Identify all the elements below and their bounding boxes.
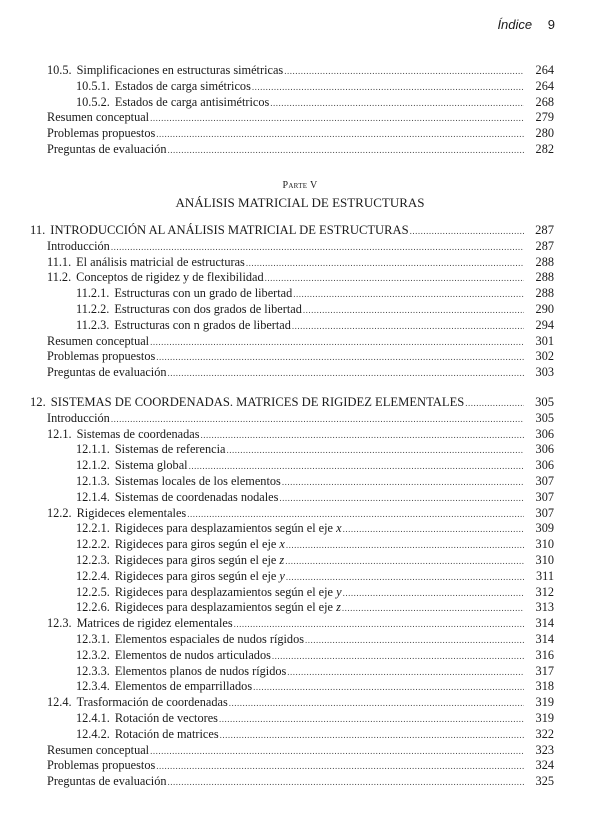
toc-entry	[30, 679, 554, 695]
entry-number: 11.2.3.	[76, 317, 110, 332]
leader-dots	[292, 319, 524, 335]
entry-number: 12.3.3.	[76, 663, 110, 678]
entry-title: Rotación de matrices	[114, 726, 219, 741]
toc-entry	[30, 63, 554, 79]
entry-number: 12.3.4.	[76, 679, 110, 694]
toc-entry	[30, 95, 554, 111]
entry-title: El análisis matricial de estructuras	[76, 254, 245, 269]
entry-axis: y	[279, 568, 285, 583]
entry-title: Sistemas de referencia	[114, 442, 226, 457]
leader-dots	[246, 256, 524, 272]
entry-number: 11.	[30, 223, 46, 237]
entry-title: Problemas propuestos	[47, 349, 156, 364]
entry-number: 10.5.2.	[76, 94, 110, 109]
toc-entry	[30, 302, 554, 318]
entry-page: 306	[535, 442, 554, 457]
toc-entry	[30, 411, 554, 427]
leader-dots	[265, 271, 524, 287]
entry-number: 12.	[30, 395, 46, 409]
entry-number: 12.1.4.	[76, 489, 110, 504]
toc-entry	[30, 553, 554, 569]
entry-title: Resumen conceptual	[47, 333, 150, 348]
leader-dots	[293, 287, 524, 303]
toc-entry	[30, 743, 554, 759]
leader-dots	[226, 443, 524, 459]
toc-entry	[30, 664, 554, 680]
entry-page: 301	[535, 333, 554, 348]
entry-title: Trasformación de coordenadas	[76, 695, 228, 710]
entry-axis: y	[336, 584, 342, 599]
leader-dots	[189, 459, 524, 475]
leader-dots	[272, 649, 524, 665]
entry-page: 282	[535, 141, 554, 156]
entry-title: Introducción	[47, 410, 110, 425]
toc-chapter-12	[30, 395, 554, 790]
leader-dots	[305, 633, 524, 649]
entry-number: 11.2.2.	[76, 301, 110, 316]
entry-page: 305	[535, 395, 554, 409]
leader-dots	[150, 111, 524, 127]
toc-entry	[30, 600, 554, 616]
leader-dots	[286, 570, 524, 586]
toc-entry	[30, 727, 554, 743]
entry-number: 11.2.1.	[76, 286, 110, 301]
leader-dots	[168, 775, 524, 791]
toc-entry	[30, 349, 554, 365]
entry-title: Estructuras con un grado de libertad	[114, 286, 293, 301]
entry-title: Rigideces para giros según el eje	[114, 552, 277, 567]
leader-dots	[156, 127, 524, 143]
leader-dots	[465, 396, 524, 412]
leader-dots	[111, 412, 524, 428]
leader-dots	[279, 491, 524, 507]
toc-entry	[30, 490, 554, 506]
entry-page: 307	[535, 505, 554, 520]
toc-entry	[30, 758, 554, 774]
toc-entry	[30, 318, 554, 334]
entry-title: Rigideces para desplazamientos según el eje	[114, 600, 334, 615]
entry-title: Simplificaciones en estructuras simétricas	[76, 63, 284, 77]
toc-entry	[30, 585, 554, 601]
entry-number: 12.1.2.	[76, 458, 110, 473]
toc-chapter-entry	[30, 223, 554, 239]
toc-entry	[30, 365, 554, 381]
entry-title: Rotación de vectores	[114, 710, 218, 725]
entry-page: 323	[535, 742, 554, 757]
entry-title: SISTEMAS DE COORDENADAS. MATRICES DE RIGIDEZ ELEMENTALES	[50, 395, 465, 409]
entry-page: 302	[535, 349, 554, 364]
entry-title: Rigideces para desplazamientos según el eje	[114, 584, 334, 599]
toc-entry	[30, 442, 554, 458]
entry-number: 10.5.1.	[76, 78, 110, 93]
entry-page: 322	[535, 726, 554, 741]
leader-dots	[252, 80, 524, 96]
entry-page: 316	[535, 647, 554, 662]
entry-number: 12.2.2.	[76, 537, 110, 552]
entry-page: 288	[535, 254, 554, 269]
entry-page: 307	[535, 473, 554, 488]
entry-page: 325	[535, 774, 554, 789]
leader-dots	[282, 475, 524, 491]
toc-entry	[30, 286, 554, 302]
entry-title: Elementos planos de nudos rígidos	[114, 663, 287, 678]
leader-dots	[201, 428, 524, 444]
leader-dots	[220, 728, 524, 744]
entry-page: 264	[535, 78, 554, 93]
entry-number: 11.2.	[47, 270, 72, 285]
entry-page: 280	[535, 126, 554, 141]
leader-dots	[253, 680, 524, 696]
leader-dots	[156, 759, 524, 775]
entry-number: 12.4.1.	[76, 710, 110, 725]
entry-axis: x	[336, 521, 342, 536]
entry-title: Preguntas de evaluación	[47, 365, 167, 380]
toc-entry	[30, 427, 554, 443]
entry-page: 309	[535, 521, 554, 536]
toc-entry	[30, 334, 554, 350]
leader-dots	[270, 96, 524, 112]
leader-dots	[303, 303, 524, 319]
running-header	[497, 17, 555, 32]
entry-page: 318	[535, 679, 554, 694]
entry-title: Problemas propuestos	[47, 758, 156, 773]
entry-page: 294	[535, 317, 554, 332]
entry-page: 287	[535, 223, 554, 237]
leader-dots	[111, 240, 524, 256]
toc-section-10-end	[30, 63, 554, 158]
leader-dots	[156, 350, 524, 366]
toc-chapter-entry	[30, 395, 554, 411]
toc-entry	[30, 255, 554, 271]
toc-entry	[30, 239, 554, 255]
entry-title: Conceptos de rigidez y de flexibilidad	[76, 270, 264, 285]
leader-dots	[168, 366, 524, 382]
page-number: 9	[547, 17, 555, 32]
leader-dots	[150, 335, 524, 351]
leader-dots	[342, 601, 524, 617]
entry-number: 12.4.2.	[76, 726, 110, 741]
entry-page: 312	[535, 584, 554, 599]
leader-dots	[234, 617, 524, 633]
leader-dots	[229, 696, 524, 712]
entry-page: 287	[535, 238, 554, 253]
toc-entry	[30, 521, 554, 537]
leader-dots	[150, 744, 524, 760]
entry-page: 324	[535, 758, 554, 773]
entry-axis: z	[279, 552, 285, 567]
entry-page: 311	[536, 568, 554, 583]
leader-dots	[168, 143, 524, 159]
entry-number: 12.3.	[47, 616, 72, 631]
entry-page: 306	[535, 458, 554, 473]
toc-entry	[30, 126, 554, 142]
entry-page: 288	[535, 270, 554, 285]
entry-page: 264	[535, 63, 554, 77]
running-header-label: Índice	[497, 17, 533, 32]
toc-entry	[30, 711, 554, 727]
entry-title: Rigideces para giros según el eje	[114, 568, 277, 583]
entry-page: 319	[535, 710, 554, 725]
toc-entry	[30, 648, 554, 664]
entry-title: Sistemas de coordenadas	[76, 426, 200, 441]
entry-title: Elementos espaciales de nudos rígidos	[114, 631, 305, 646]
entry-number: 12.3.2.	[76, 647, 110, 662]
toc-entry	[30, 569, 554, 585]
entry-axis: x	[279, 537, 285, 552]
entry-page: 303	[535, 365, 554, 380]
entry-number: 12.3.1.	[76, 631, 110, 646]
part-label: Parte V	[282, 180, 318, 191]
leader-dots	[187, 507, 524, 523]
entry-title: Elementos de nudos articulados	[114, 647, 271, 662]
entry-title: Problemas propuestos	[47, 126, 156, 141]
leader-dots	[219, 712, 524, 728]
entry-title: Estados de carga antisimétricos	[114, 94, 270, 109]
entry-number: 12.2.6.	[76, 600, 110, 615]
leader-dots	[285, 554, 524, 570]
entry-title: Estructuras con dos grados de libertad	[114, 301, 302, 316]
toc-entry	[30, 79, 554, 95]
entry-title: Elementos de emparrillados	[114, 679, 253, 694]
entry-number: 12.1.1.	[76, 442, 110, 457]
entry-title: Matrices de rigidez elementales	[76, 616, 233, 631]
entry-number: 12.2.	[47, 505, 72, 520]
entry-title: Estructuras con n grados de libertad	[114, 317, 291, 332]
entry-page: 310	[535, 552, 554, 567]
entry-title: Rigideces elementales	[76, 505, 187, 520]
entry-page: 305	[535, 410, 554, 425]
leader-dots	[286, 538, 524, 554]
leader-dots	[343, 586, 524, 602]
entry-title: INTRODUCCIÓN AL ANÁLISIS MATRICIAL DE ESTRUCTURAS	[50, 223, 409, 237]
entry-page: 268	[535, 94, 554, 109]
entry-page: 314	[535, 616, 554, 631]
toc-entry	[30, 774, 554, 790]
entry-number: 12.1.	[47, 426, 72, 441]
toc-entry	[30, 537, 554, 553]
entry-page: 317	[535, 663, 554, 678]
entry-title: Estados de carga simétricos	[114, 78, 251, 93]
entry-number: 11.1.	[47, 254, 72, 269]
entry-title: Preguntas de evaluación	[47, 141, 167, 156]
entry-page: 288	[535, 286, 554, 301]
entry-number: 12.2.5.	[76, 584, 110, 599]
toc-entry	[30, 110, 554, 126]
entry-page: 279	[535, 110, 554, 125]
leader-dots	[284, 64, 524, 80]
entry-page: 310	[535, 537, 554, 552]
toc-entry	[30, 474, 554, 490]
toc-entry	[30, 632, 554, 648]
entry-title: Sistemas de coordenadas nodales	[114, 489, 279, 504]
entry-title: Resumen conceptual	[47, 110, 150, 125]
entry-title: Introducción	[47, 238, 110, 253]
entry-page: 307	[535, 489, 554, 504]
toc-chapter-11	[30, 223, 554, 381]
toc-entry	[30, 695, 554, 711]
part-title: ANÁLISIS MATRICIAL DE ESTRUCTURAS	[175, 195, 425, 210]
entry-number: 12.2.3.	[76, 552, 110, 567]
toc-entry	[30, 616, 554, 632]
toc-entry	[30, 506, 554, 522]
toc-entry	[30, 142, 554, 158]
entry-page: 314	[535, 631, 554, 646]
entry-page: 290	[535, 301, 554, 316]
leader-dots	[410, 224, 524, 240]
entry-number: 12.1.3.	[76, 473, 110, 488]
entry-title: Sistemas locales de los elementos	[114, 473, 281, 488]
leader-dots	[287, 665, 524, 681]
entry-number: 12.2.1.	[76, 521, 110, 536]
toc-entry	[30, 458, 554, 474]
toc-entry	[30, 270, 554, 286]
entry-axis: z	[336, 600, 341, 615]
entry-number: 12.2.4.	[76, 568, 110, 583]
leader-dots	[343, 522, 524, 538]
entry-title: Rigideces para giros según el eje	[114, 537, 277, 552]
entry-title: Sistema global	[114, 458, 188, 473]
entry-title: Rigideces para desplazamientos según el eje	[114, 521, 334, 536]
entry-page: 313	[535, 600, 554, 615]
entry-page: 306	[535, 426, 554, 441]
entry-title: Resumen conceptual	[47, 742, 150, 757]
entry-number: 10.5.	[47, 63, 72, 77]
entry-page: 319	[535, 695, 554, 710]
entry-number: 12.4.	[47, 695, 72, 710]
entry-title: Preguntas de evaluación	[47, 774, 167, 789]
